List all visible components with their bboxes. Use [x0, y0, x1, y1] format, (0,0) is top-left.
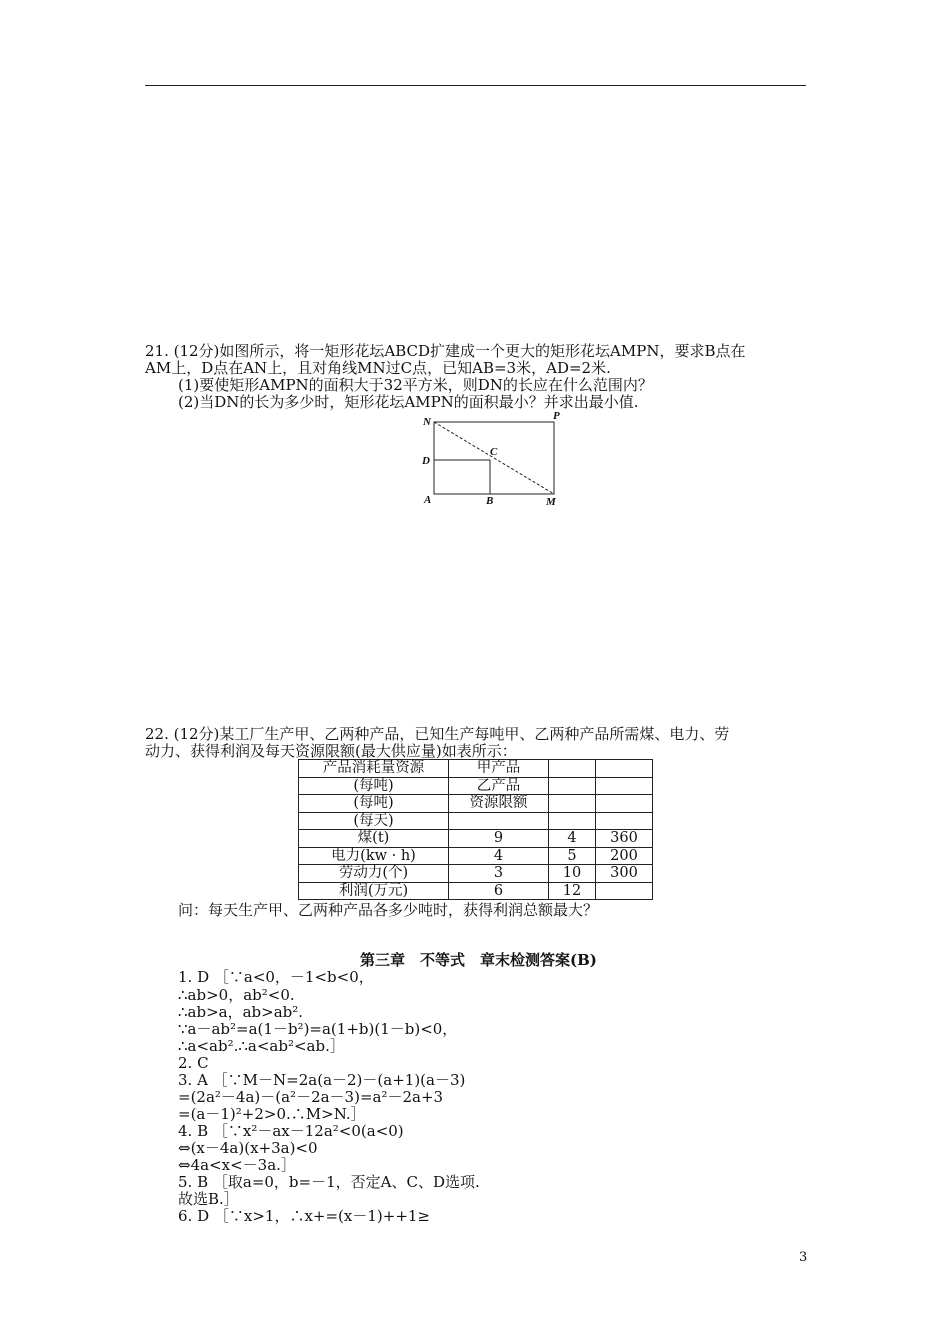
- table-cell: 300: [596, 865, 653, 883]
- answer-line: 1. D ［∵a<0，－1<b<0，: [178, 968, 374, 986]
- table-cell: 5: [549, 847, 596, 865]
- label-C: C: [490, 446, 498, 458]
- table-cell: 200: [596, 847, 653, 865]
- resource-table: [298, 759, 653, 900]
- table-cell: 资源限额: [449, 795, 549, 813]
- q22-line-1: 22. (12分)某工厂生产甲、乙两种产品，已知生产每吨甲、乙两种产品所需煤、电力、劳: [145, 725, 730, 743]
- table-row: [299, 777, 653, 795]
- label-D: D: [422, 455, 430, 467]
- table-row: [299, 795, 653, 813]
- table-row: [299, 882, 653, 900]
- table-cell: [549, 777, 596, 795]
- table-cell: [596, 882, 653, 900]
- answer-line: ⇔4a<x<－3a.］: [178, 1156, 296, 1174]
- label-M: M: [546, 496, 556, 508]
- table-cell: 煤(t): [299, 830, 449, 848]
- answer-line: ∴ab>0，ab²<0.: [178, 986, 295, 1004]
- table-cell: 12: [549, 882, 596, 900]
- rectangle-figure: [418, 412, 568, 512]
- answer-line: 3. A ［∵M－N=2a(a－2)－(a+1)(a－3): [178, 1071, 466, 1089]
- answer-line: ∵a－ab²=a(1－b²)=a(1+b)(1－b)<0，: [178, 1020, 458, 1038]
- q21-line-1: 21. (12分)如图所示，将一矩形花坛ABCD扩建成一个更大的矩形花坛AMPN，要求B点在: [145, 342, 746, 360]
- table-cell: (每吨): [299, 795, 449, 813]
- table-cell: [549, 812, 596, 830]
- table-row: [299, 847, 653, 865]
- answer-heading: 第三章 不等式 章末检测答案(B): [360, 951, 597, 969]
- table-cell: 4: [449, 847, 549, 865]
- table-cell: 9: [449, 830, 549, 848]
- table-cell: 360: [596, 830, 653, 848]
- label-B: B: [486, 495, 494, 507]
- label-P: P: [553, 412, 560, 422]
- table-cell: [596, 795, 653, 813]
- answer-line: =(a－1)²+2>0.∴M>N.］: [178, 1105, 366, 1123]
- q21-sub-2: (2)当DN的长为多少时，矩形花坛AMPN的面积最小？并求出最小值.: [178, 393, 639, 411]
- table-cell: [596, 812, 653, 830]
- answer-line: 5. B ［取a=0，b=－1，否定A、C、D选项.: [178, 1173, 480, 1191]
- answer-line: ∴a<ab².∴a<ab²<ab.］: [178, 1037, 345, 1055]
- table-cell: 6: [449, 882, 549, 900]
- table-row: [299, 812, 653, 830]
- answer-line: ∴ab>a，ab>ab².: [178, 1003, 304, 1021]
- answer-line: 4. B ［∵x²－ax－12a²<0(a<0): [178, 1122, 404, 1140]
- table-cell: [549, 795, 596, 813]
- table-row: [299, 830, 653, 848]
- table-cell: 劳动力(个): [299, 865, 449, 883]
- answer-line: ⇔(x－4a)(x+3a)<0: [178, 1139, 318, 1157]
- answer-line: 6. D ［∵x>1，∴x+=(x－1)++1≥: [178, 1207, 430, 1225]
- table-cell: 利润(万元): [299, 882, 449, 900]
- q21-sub-1: (1)要使矩形AMPN的面积大于32平方米，则DN的长应在什么范围内？: [178, 376, 653, 394]
- table-cell: [449, 812, 549, 830]
- diagonal-MN: [434, 422, 554, 494]
- table-cell: 3: [449, 865, 549, 883]
- label-N: N: [423, 416, 431, 428]
- table-cell: (每天): [299, 812, 449, 830]
- answer-line: 2. C: [178, 1054, 209, 1072]
- table-cell: 乙产品: [449, 777, 549, 795]
- table-cell: [596, 760, 653, 778]
- q22-question: 问：每天生产甲、乙两种产品各多少吨时，获得利润总额最大？: [178, 901, 599, 919]
- answer-line: =(2a²－4a)－(a²－2a－3)=a²－2a+3: [178, 1088, 444, 1106]
- q21-line-2: AM上，D点在AN上，且对角线MN过C点，已知AB=3米，AD=2米.: [145, 359, 611, 377]
- table-cell: [596, 777, 653, 795]
- table-cell: 4: [549, 830, 596, 848]
- table-cell: (每吨): [299, 777, 449, 795]
- q22-line-2: 动力、获得利润及每天资源限额(最大供应量)如表所示：: [145, 742, 517, 760]
- answer-line: 故选B.］: [178, 1190, 239, 1208]
- label-A: A: [424, 494, 432, 506]
- table-cell: 电力(kw · h): [299, 847, 449, 865]
- table-row: [299, 760, 653, 778]
- table-cell: 10: [549, 865, 596, 883]
- table-cell: 甲产品: [449, 760, 549, 778]
- page-number: 3: [799, 1250, 808, 1265]
- table-cell: 产品消耗量资源: [299, 760, 449, 778]
- header-rule: [145, 85, 806, 86]
- table-cell: [549, 760, 596, 778]
- table-row: [299, 865, 653, 883]
- rect-ABCD: [434, 460, 490, 494]
